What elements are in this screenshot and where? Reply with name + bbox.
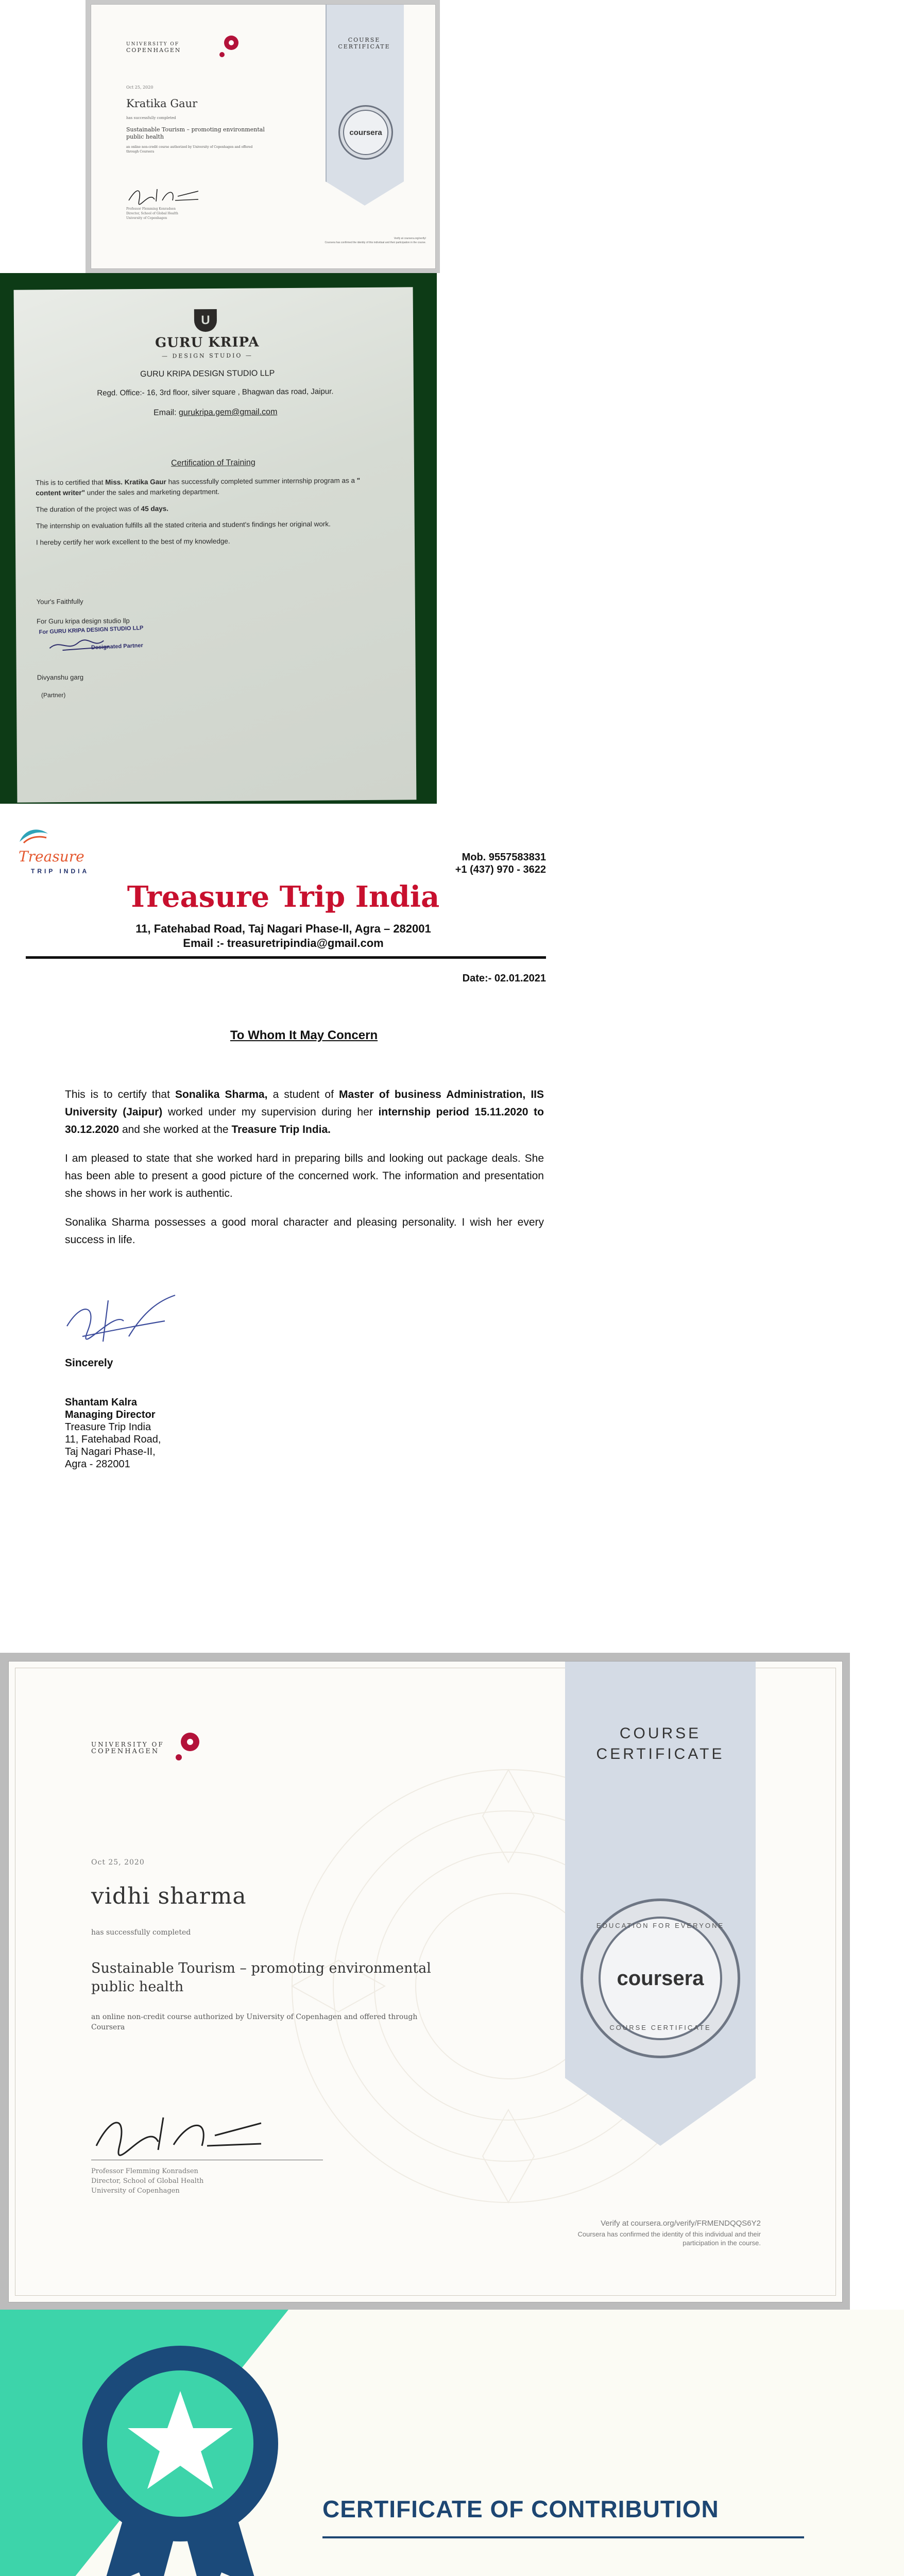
company-title: Treasure Trip India bbox=[127, 880, 440, 914]
company-email: Email :- treasuretripindia@gmail.com bbox=[183, 937, 384, 950]
verify-note-line2: participation in the course. bbox=[683, 2239, 761, 2247]
paragraph-4: I hereby certify her work excellent to the best of my knowledge. bbox=[36, 537, 230, 547]
award-rosette-icon bbox=[82, 2346, 278, 2576]
course-line1: Sustainable Tourism – promoting environmental bbox=[126, 126, 265, 133]
email-link[interactable]: gurukripa.gem@gmail.com bbox=[178, 408, 278, 417]
ribbon-line1: COURSE bbox=[619, 1725, 702, 1742]
authorized-text: an online non-credit course authorized by University of Copenhagen and offered through Coursera bbox=[126, 145, 253, 154]
dru-contribution-certificate bbox=[0, 2310, 904, 2576]
paragraph-1: This is to certify that Sonalika Sharma, a student of Master of business Administration, IIS University (Jaipur) worked under my supervision during her internship period 15.11.2020 to 30.12.2020 and she worked at the Treasure Trip India. bbox=[65, 1089, 544, 1136]
verify-note: Coursera has confirmed the identity of this individual and their participation in the course. bbox=[325, 241, 426, 244]
completed-text: has successfully completed bbox=[91, 1928, 191, 1937]
letter-subject: To Whom It May Concern bbox=[230, 1028, 378, 1042]
signer-role: (Partner) bbox=[41, 691, 66, 699]
email-label: Email: bbox=[153, 408, 177, 417]
company-address: 11, Fatehabad Road, Taj Nagari Phase-II, Agra – 282001 bbox=[135, 922, 431, 935]
university-crest-icon bbox=[172, 1728, 202, 1765]
paragraph-3: Sonalika Sharma possesses a good moral character and pleasing personality. I wish her every success in life. bbox=[65, 1216, 544, 1246]
seal-ring-top: EDUCATION FOR EVERYONE bbox=[596, 1922, 725, 1929]
title-underline bbox=[322, 2536, 804, 2538]
ribbon-line2: CERTIFICATE bbox=[596, 1745, 725, 1762]
certificate-date: Oct 25, 2020 bbox=[126, 85, 153, 90]
company-address: Regd. Office:- 16, 3rd floor, silver square , Bhagwan das road, Jaipur. bbox=[97, 387, 334, 398]
verify-url[interactable]: Verify at coursera.org/verify/FRMENDQQS6Y2 bbox=[601, 2219, 761, 2228]
paper-photo bbox=[14, 287, 417, 802]
coursera-certificate-small bbox=[86, 0, 440, 273]
seal-ring-bottom: COURSE CERTIFICATE bbox=[609, 2024, 711, 2031]
letter-date: Date:- 02.01.2021 bbox=[462, 973, 546, 984]
university-line2: COPENHAGEN bbox=[91, 1748, 160, 1755]
logo-subtitle: TRIP INDIA bbox=[31, 868, 90, 875]
recipient-name: vidhi sharma bbox=[91, 1883, 247, 1909]
signature-image bbox=[91, 2110, 266, 2156]
signer-org: University of Copenhagen bbox=[91, 2187, 180, 2195]
header-divider bbox=[26, 956, 546, 959]
signer-name: Professor Flemming Konradsen bbox=[126, 207, 176, 211]
stamp-line1: For GURU KRIPA DESIGN STUDIO LLP bbox=[39, 624, 144, 636]
certificate-date: Oct 25, 2020 bbox=[91, 1858, 145, 1867]
paragraph-2: The duration of the project was of 45 days. bbox=[36, 504, 168, 514]
brand-name: GURU KRIPA bbox=[155, 334, 260, 351]
duration: 45 days. bbox=[141, 504, 168, 513]
treasure-trip-logo-icon bbox=[14, 826, 50, 847]
partner-signature-image bbox=[47, 633, 124, 654]
signature-image bbox=[126, 185, 203, 206]
signer-title: Director, School of Global Health bbox=[91, 2177, 204, 2185]
course-line2: public health bbox=[91, 1979, 184, 1995]
student-name: Sonalika Sharma, bbox=[175, 1089, 268, 1100]
trainee-role: " content writer" bbox=[36, 477, 361, 497]
phone-number: +1 (437) 970 - 3622 bbox=[455, 864, 546, 875]
stamp-line2: Designated Partner bbox=[91, 642, 144, 651]
verify-note-line1: Coursera has confirmed the identity of this individual and their bbox=[577, 2230, 761, 2238]
university-line2: COPENHAGEN bbox=[126, 47, 181, 54]
paragraph-1: This is to certified that Miss. Kratika Gaur has successfully completed summer internship program as a " content writer" under the sales and marketing department. bbox=[36, 477, 361, 497]
verify-url: Verify at coursera.org/verify/ bbox=[394, 237, 426, 240]
course-line1: Sustainable Tourism – promoting environmental bbox=[91, 1960, 431, 1976]
recipient-name: Kratika Gaur bbox=[126, 97, 198, 110]
paragraph-2: I am pleased to state that she worked hard in preparing bills and looking out package deals. She has been able to present a good picture of the concerned work. The information and presentation she shows in her work is authentic. bbox=[65, 1153, 544, 1199]
coursera-seal bbox=[338, 105, 393, 160]
ribbon-line2: CERTIFICATE bbox=[338, 43, 390, 50]
guru-kripa-logo-icon bbox=[194, 309, 217, 332]
completed-text: has successfully completed bbox=[126, 116, 176, 120]
logo-initial: U bbox=[201, 313, 210, 328]
company-name: GURU KRIPA DESIGN STUDIO LLP bbox=[140, 369, 275, 379]
sincerely: Sincerely bbox=[65, 1357, 113, 1369]
university-crest-icon bbox=[216, 31, 242, 61]
brand-subtitle: — DESIGN STUDIO — bbox=[161, 352, 253, 360]
paragraph-3: The internship on evaluation fulfills all the stated criteria and student's findings her original work. bbox=[36, 520, 331, 530]
student-degree: Master of business Administration, IIS University (Jaipur) bbox=[65, 1089, 544, 1118]
authorized-line1: an online non-credit course authorized by University of Copenhagen and offered through bbox=[91, 2013, 418, 2021]
address-line1: Treasure Trip India bbox=[65, 1421, 151, 1433]
certificate-title: CERTIFICATE OF CONTRIBUTION bbox=[322, 2496, 719, 2522]
signer-name: Shantam Kalra bbox=[65, 1397, 138, 1408]
seal-text: coursera bbox=[617, 1967, 704, 1990]
university-line1: UNIVERSITY OF bbox=[91, 1741, 164, 1748]
director-signature-image bbox=[62, 1290, 180, 1347]
address-line4: Agra - 282001 bbox=[65, 1459, 130, 1470]
logo-word: Treasure bbox=[19, 848, 84, 865]
mobile-number: Mob. 9557583831 bbox=[462, 852, 546, 863]
university-line1: UNIVERSITY OF bbox=[126, 42, 180, 47]
treasure-trip-letter bbox=[0, 804, 567, 1638]
internship-company: Treasure Trip India. bbox=[231, 1124, 331, 1136]
address-line3: Taj Nagari Phase-II, bbox=[65, 1446, 156, 1458]
guru-kripa-training-certificate bbox=[0, 273, 437, 804]
signer-org: University of Copenhagen bbox=[126, 216, 167, 220]
seal-text: coursera bbox=[349, 128, 382, 137]
coursera-seal bbox=[581, 1899, 740, 2058]
for-company-line: For Guru kripa design studio llp bbox=[36, 617, 130, 625]
course-line2: public health bbox=[126, 133, 164, 140]
authorized-line2: Coursera bbox=[91, 2023, 125, 2031]
address-line2: 11, Fatehabad Road, bbox=[65, 1434, 161, 1445]
internship-period: internship period 15.11.2020 to 30.12.2020 bbox=[65, 1106, 544, 1136]
closing: Your's Faithfully bbox=[36, 597, 83, 606]
signer-title: Director, School of Global Health bbox=[126, 212, 178, 215]
certificate-title: Certification of Training bbox=[171, 458, 255, 468]
signer-name: Professor Flemming Konradsen bbox=[91, 2167, 198, 2175]
trainee-name: Miss. Kratika Gaur bbox=[105, 478, 166, 486]
signer-title: Managing Director bbox=[65, 1409, 156, 1420]
signer-name: Divyanshu garg bbox=[37, 673, 84, 682]
coursera-certificate-large bbox=[0, 1653, 850, 2310]
ribbon-line1: COURSE bbox=[348, 37, 381, 43]
